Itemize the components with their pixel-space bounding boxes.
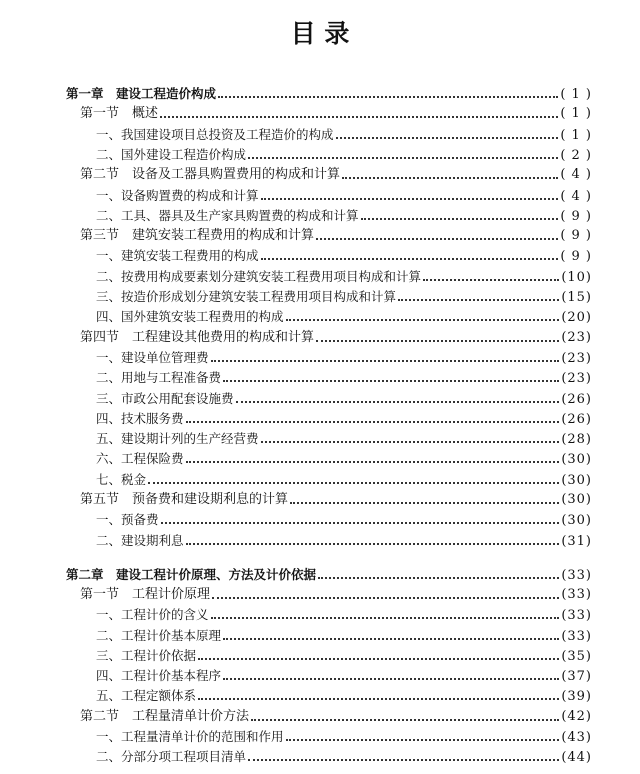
toc-entry-label: 四、工程计价基本程序: [96, 668, 222, 684]
toc-entry-item[interactable]: [96, 626, 592, 646]
toc-entry-label: 三、按造价形成划分建筑安装工程费用项目构成和计算: [96, 289, 397, 304]
dot-leader: [160, 116, 558, 118]
toc-entry-item[interactable]: [96, 429, 592, 449]
toc-entry-page: ( 9 ): [560, 208, 592, 224]
toc-entry-page: (44): [561, 750, 592, 766]
dot-leader: [223, 638, 559, 640]
toc-entry-label: 一、建设单位管理费: [96, 349, 209, 365]
toc-entry-page: ( 1 ): [560, 87, 592, 102]
toc-entry-item[interactable]: [96, 348, 592, 368]
dot-leader: [342, 177, 558, 179]
dot-leader: [236, 401, 560, 403]
toc-entry-page: (43): [561, 730, 592, 745]
toc-entry-label: 一、设备购置费的构成和计算: [96, 187, 259, 203]
toc-entry-label: 第二章 建设工程计价原理、方法及计价依据: [66, 566, 317, 582]
toc-entry-label: 二、国外建设工程造价构成: [96, 146, 247, 162]
dot-leader: [211, 360, 560, 362]
toc-entry-page: (42): [561, 708, 592, 724]
toc-entry-label: 三、工程计价依据: [96, 647, 197, 663]
toc-entry-section[interactable]: [80, 165, 592, 185]
toc-entry-chapter[interactable]: [66, 84, 592, 104]
dot-leader: [261, 198, 559, 200]
dot-leader: [148, 482, 559, 484]
dot-leader: [286, 739, 560, 741]
dot-leader: [218, 96, 558, 98]
toc-entry-item[interactable]: [96, 307, 592, 327]
toc-entry-item[interactable]: [96, 510, 592, 530]
toc-entry-label: 二、按费用构成要素划分建筑安装工程费用项目构成和计算: [96, 268, 422, 284]
toc-entry-item[interactable]: [96, 125, 592, 145]
toc-entry-page: (35): [561, 648, 592, 664]
dot-leader: [318, 577, 559, 579]
dot-leader: [161, 522, 560, 524]
toc-entry-label: 第四节 工程建设其他费用的构成和计算: [80, 329, 315, 345]
toc-entry-item[interactable]: [96, 605, 592, 625]
toc-entry-page: (33): [561, 567, 592, 583]
dot-leader: [198, 658, 559, 660]
toc-entry-item[interactable]: [96, 470, 592, 490]
dot-leader: [223, 380, 559, 382]
dot-leader: [423, 279, 559, 281]
toc-entry-item[interactable]: [96, 409, 592, 429]
toc-entry-item[interactable]: [96, 246, 592, 266]
toc-entry-page: ( 2 ): [560, 147, 592, 163]
dot-leader: [261, 441, 560, 443]
toc-entry-item[interactable]: [96, 186, 592, 206]
dot-leader: [186, 461, 560, 463]
toc-entry-item[interactable]: [96, 267, 592, 287]
toc-entry-page: (30): [561, 513, 592, 529]
toc-entry-item[interactable]: [96, 666, 592, 686]
toc-entry-item[interactable]: [96, 145, 592, 165]
toc-entry-page: ( 9 ): [560, 249, 592, 265]
toc-entry-page: (26): [561, 411, 592, 427]
toc-entry-item[interactable]: [96, 646, 592, 666]
toc-entry-label: 第二节 设备及工器具购置费用的构成和计算: [80, 167, 341, 183]
toc-entry-label: 第一节 工程计价原理: [80, 586, 211, 602]
toc-entry-section[interactable]: [80, 585, 592, 605]
dot-leader: [398, 299, 559, 301]
toc-entry-item[interactable]: [96, 287, 592, 307]
toc-entry-label: 一、工程计价的含义: [96, 607, 209, 623]
toc-entry-label: 六、工程保险费: [96, 451, 184, 467]
page-title: 目 录: [290, 19, 350, 48]
dot-leader: [248, 157, 558, 159]
toc-entry-label: 一、预备费: [96, 512, 159, 528]
toc-entry-label: 第三节 建筑安装工程费用的构成和计算: [80, 228, 315, 244]
dot-leader: [186, 543, 560, 545]
dot-leader: [316, 238, 558, 240]
toc-entry-label: 第一章 建设工程造价构成: [66, 86, 217, 101]
dot-leader: [286, 319, 560, 321]
toc-entry-label: 二、建设期利息: [96, 532, 184, 548]
toc-entry-page: (33): [561, 586, 592, 602]
dot-leader: [290, 502, 559, 504]
toc-entry-label: 一、工程量清单计价的范围和作用: [96, 729, 284, 744]
toc-entry-page: ( 9 ): [560, 228, 592, 244]
dot-leader: [248, 759, 559, 761]
toc-entry-page: (30): [561, 452, 592, 468]
toc-entry-page: (15): [561, 290, 592, 305]
toc-entry-page: (30): [561, 492, 592, 507]
toc-entry-section[interactable]: [80, 104, 592, 124]
toc-entry-section[interactable]: [80, 707, 592, 727]
toc-entry-label: 二、用地与工程准备费: [96, 370, 222, 386]
toc-entry-page: (39): [561, 689, 592, 705]
dot-leader: [261, 258, 559, 260]
toc-entry-page: (26): [561, 391, 592, 407]
dot-leader: [198, 698, 559, 700]
toc-entry-section[interactable]: [80, 226, 592, 246]
toc-entry-page: (20): [561, 310, 592, 326]
toc-entry-label: 二、工具、器具及生产家具购置费的构成和计算: [96, 207, 359, 223]
dot-leader: [212, 597, 559, 599]
toc-entry-page: (30): [561, 472, 592, 488]
dot-leader: [223, 678, 559, 680]
toc-entry-page: ( 1 ): [560, 127, 592, 143]
toc-entry-item[interactable]: [96, 747, 592, 767]
dot-leader: [211, 617, 560, 619]
toc-entry-page: (28): [561, 432, 592, 448]
dot-leader: [251, 719, 559, 721]
toc-entry-label: 二、工程计价基本原理: [96, 627, 222, 643]
toc-entry-label: 二、分部分项工程项目清单: [96, 749, 247, 765]
toc-entry-page: ( 4 ): [560, 188, 592, 204]
toc-entry-page: ( 1 ): [560, 106, 592, 122]
toc-entry-label: 四、技术服务费: [96, 410, 184, 426]
toc-entry-label: 四、国外建筑安装工程费用的构成: [96, 309, 284, 325]
toc-entry-page: (33): [561, 628, 592, 644]
toc-entry-page: (33): [561, 608, 592, 624]
toc-entry-page: (23): [561, 371, 592, 387]
toc-entry-item[interactable]: [96, 449, 592, 469]
toc-entry-page: (31): [561, 533, 592, 549]
dot-leader: [336, 137, 559, 139]
toc-entry-page: (23): [561, 329, 592, 345]
dot-leader: [316, 340, 559, 342]
toc-entry-label: 一、我国建设项目总投资及工程造价的构成: [96, 126, 334, 142]
toc-entry-label: 第五节 预备费和建设期利息的计算: [80, 492, 289, 507]
toc-entry-section[interactable]: [80, 490, 592, 510]
toc-entry-label: 第二节 工程量清单计价方法: [80, 708, 250, 724]
toc-entry-item[interactable]: [96, 686, 592, 706]
toc-entry-item[interactable]: [96, 389, 592, 409]
toc-entry-label: 一、建筑安装工程费用的构成: [96, 248, 259, 264]
toc-entry-chapter[interactable]: [66, 565, 592, 585]
dot-leader: [186, 421, 560, 423]
toc-entry-page: (10): [561, 269, 592, 285]
toc-entry-item[interactable]: [96, 368, 592, 388]
toc-entry-label: 七、税金: [96, 471, 147, 487]
toc-entry-label: 第一节 概述: [80, 106, 159, 122]
toc-entry-item[interactable]: [96, 206, 592, 226]
toc-entry-page: ( 4 ): [560, 167, 592, 183]
toc-entry-item[interactable]: [96, 727, 592, 747]
toc-entry-page: (37): [561, 669, 592, 685]
toc-entry-label: 五、工程定额体系: [96, 688, 197, 704]
toc-entry-label: 三、市政公用配套设施费: [96, 390, 234, 406]
toc-entry-page: (23): [561, 350, 592, 366]
toc-entry-item[interactable]: [96, 531, 592, 551]
toc-entry-label: 五、建设期计列的生产经营费: [96, 431, 259, 447]
dot-leader: [361, 218, 559, 220]
toc-entry-section[interactable]: [80, 328, 592, 348]
